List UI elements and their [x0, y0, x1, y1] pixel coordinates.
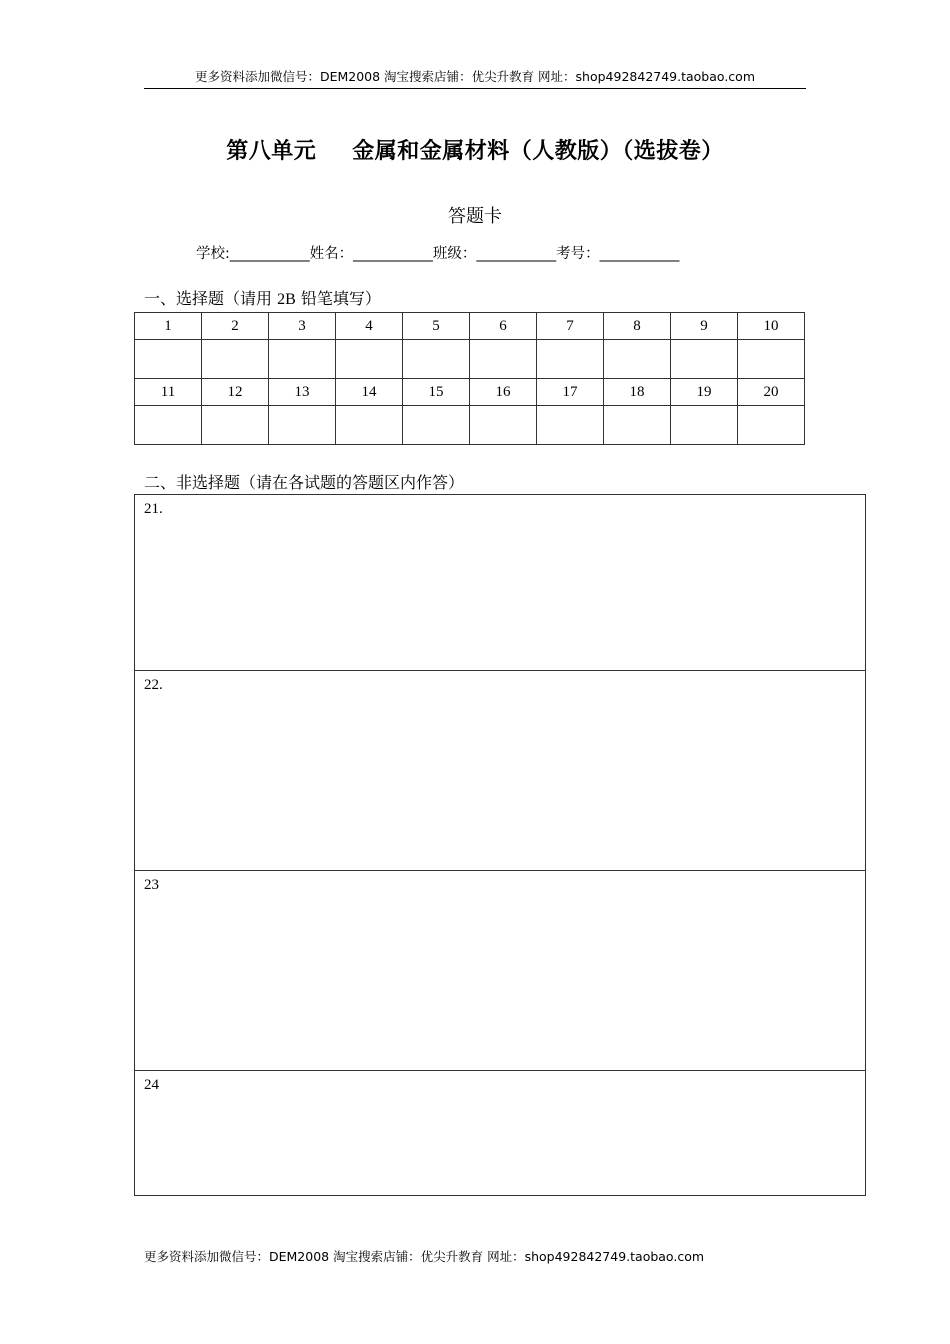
- section1-heading-part: 一、选择题（请用: [144, 289, 278, 308]
- title-unit: 第八单元: [226, 139, 317, 164]
- question-number: 8: [604, 313, 671, 340]
- answer-area-21[interactable]: [134, 494, 866, 671]
- question-label: 24: [144, 1077, 159, 1093]
- question-number: 16: [470, 379, 537, 406]
- question-number: 15: [403, 379, 470, 406]
- answer-row: [135, 340, 805, 379]
- answer-cell[interactable]: [202, 406, 269, 445]
- answer-cell[interactable]: [537, 406, 604, 445]
- answer-cell[interactable]: [537, 340, 604, 379]
- question-number-row: [135, 313, 805, 340]
- title-topic: 金属和金属材料（人教版）（选拔卷）: [352, 139, 724, 164]
- answer-cell[interactable]: [269, 406, 336, 445]
- section-multiple-choice-heading: [144, 289, 381, 310]
- answer-cell[interactable]: [738, 406, 805, 445]
- question-number-row: [135, 379, 805, 406]
- answer-cell[interactable]: [671, 340, 738, 379]
- question-label: 23: [144, 877, 159, 893]
- question-number: 6: [470, 313, 537, 340]
- answer-row: [135, 406, 805, 445]
- question-label: 21.: [144, 501, 163, 517]
- page-footer: 更多资料添加微信号：DEM2008 淘宝搜索店铺：优尖升教育 网址：shop492842749.taobao.com: [144, 1249, 705, 1264]
- school-field[interactable]: 学校:___________: [196, 246, 310, 262]
- section1-heading-part: 铅笔填写）: [295, 289, 381, 308]
- answer-cell[interactable]: [738, 340, 805, 379]
- question-number: 17: [537, 379, 604, 406]
- question-number: 4: [336, 313, 403, 340]
- answer-cell[interactable]: [336, 406, 403, 445]
- answer-cell[interactable]: [604, 340, 671, 379]
- answer-area-22[interactable]: [134, 670, 866, 871]
- question-number: 3: [269, 313, 336, 340]
- answer-cell[interactable]: [269, 340, 336, 379]
- answer-card-title: 答题卡: [448, 206, 502, 227]
- question-number: 2: [202, 313, 269, 340]
- answer-area-24[interactable]: [134, 1070, 866, 1196]
- section1-heading-pencil: 2B: [277, 291, 296, 308]
- answer-cell[interactable]: [403, 340, 470, 379]
- question-number: 9: [671, 313, 738, 340]
- question-number: 19: [671, 379, 738, 406]
- answer-cell[interactable]: [604, 406, 671, 445]
- question-number: 20: [738, 379, 805, 406]
- answer-area-23[interactable]: [134, 870, 866, 1071]
- exam-number-field[interactable]: 考号：___________: [556, 246, 680, 262]
- answer-cell[interactable]: [336, 340, 403, 379]
- answer-cell[interactable]: [470, 340, 537, 379]
- question-number: 14: [336, 379, 403, 406]
- header-text: 更多资料添加微信号：DEM2008 淘宝搜索店铺：优尖升教育 网址：shop492842749.taobao.com: [194, 69, 756, 84]
- question-number: 11: [135, 379, 202, 406]
- question-label: 22.: [144, 677, 163, 693]
- answer-cell[interactable]: [135, 406, 202, 445]
- question-number: 1: [135, 313, 202, 340]
- answer-cell[interactable]: [202, 340, 269, 379]
- student-info-line: [196, 242, 679, 263]
- question-number: 13: [269, 379, 336, 406]
- question-number: 10: [738, 313, 805, 340]
- question-number: 18: [604, 379, 671, 406]
- question-number: 12: [202, 379, 269, 406]
- page-title: [0, 134, 950, 165]
- answer-cell[interactable]: [470, 406, 537, 445]
- name-field[interactable]: 姓名：___________: [309, 246, 433, 262]
- answer-cell[interactable]: [135, 340, 202, 379]
- section-free-response-heading: 二、非选择题（请在各试题的答题区内作答）: [144, 473, 465, 492]
- multiple-choice-grid: [134, 312, 805, 445]
- question-number: 5: [403, 313, 470, 340]
- answer-cell[interactable]: [671, 406, 738, 445]
- class-field[interactable]: 班级：___________: [432, 246, 557, 262]
- answer-cell[interactable]: [403, 406, 470, 445]
- question-number: 7: [537, 313, 604, 340]
- page-header: [144, 68, 806, 89]
